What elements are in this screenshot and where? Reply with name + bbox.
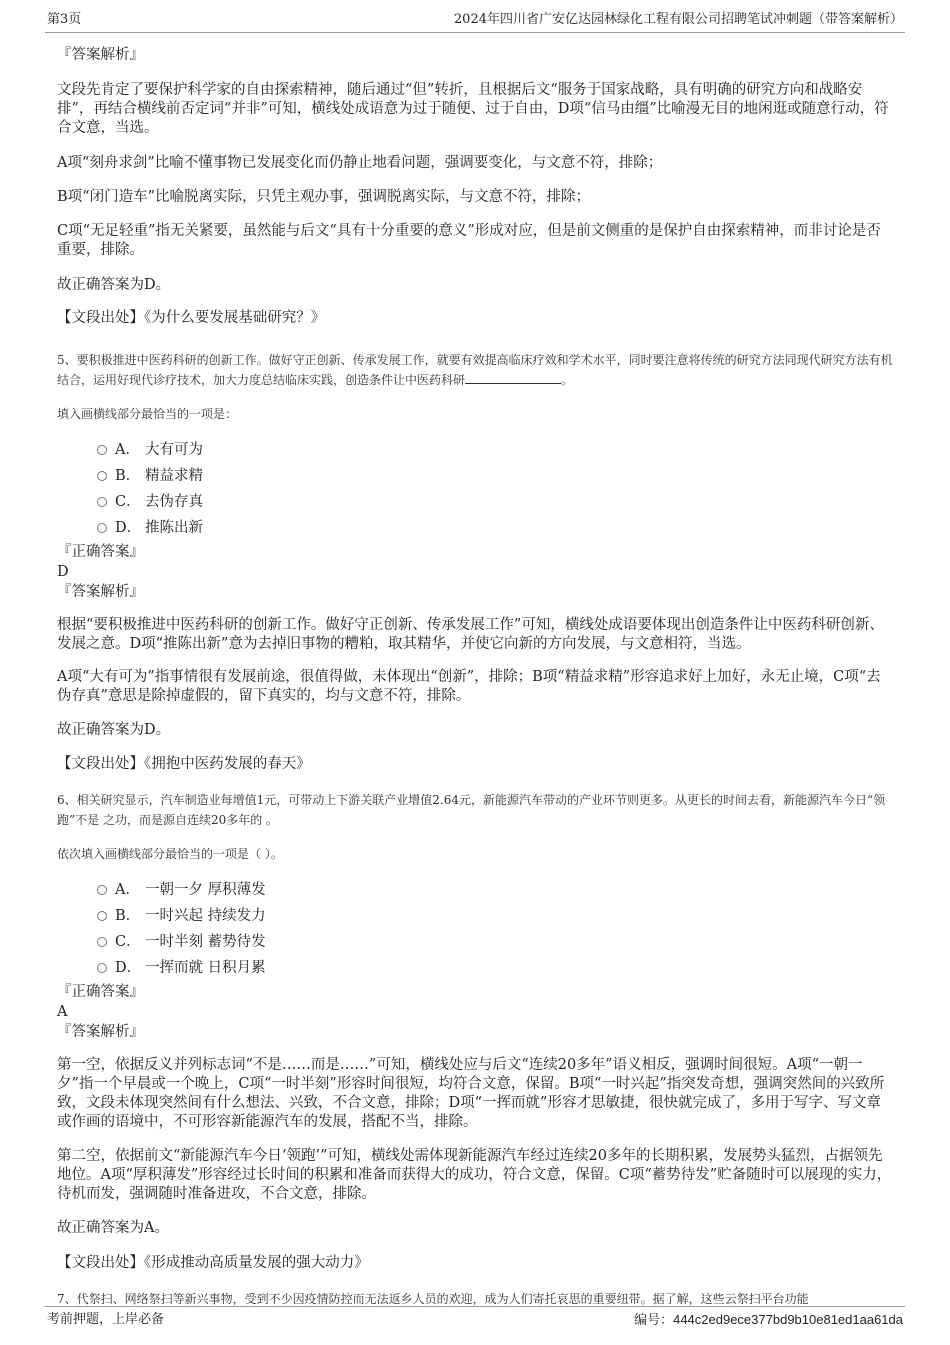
document-code-value: 444c2ed9ece377bd9b10e81ed1aa61da (673, 1312, 903, 1327)
q6-option-c[interactable]: C． 一时半刻 蓄势待发 (57, 929, 893, 955)
q6-options (57, 877, 893, 981)
radio-icon[interactable] (97, 497, 107, 507)
document-code (634, 1309, 903, 1332)
q6-source: 【文段出处】《形成推动高质量发展的强大动力》 (57, 1255, 369, 1271)
q6-option-d[interactable]: D． 一挥而就 日积月累 (57, 955, 893, 981)
q6-analysis-p2: 第二空，依据前文“新能源汽车今日‘领跑’”可知，横线处需体现新能源汽车经过连续20多年的长期积累，发展势头猛烈，占据领先地位。A项“厚积薄发”形容经过长时间的积累和准备而获得大的成功，符合文意，保留。C项“蓄势待发”贮备随时可以展现的实力，待机而发，强调随时准备进攻，不合文意，排除。 (57, 1148, 892, 1202)
q5-prompt: 填入画横线部分最恰当的一项是： (57, 407, 238, 421)
radio-icon[interactable] (97, 911, 107, 921)
q6-analysis-p1: 第一空，依据反义并列标志词“不是……而是……”可知，横线处应与后文“连续20多年”语义相反，强调时间很短。A项“一朝一夕”指一个早晨或一个晚上，C项“一时半刻”形容时间很短，均符合文意，保留。B项“一时兴起”指突发奇想，强调突然间的兴致所致，文段未体现突然间有什么想法、兴致，不合文意，排除；D项“一挥而就”形容才思敏捷，很快就完成了，多用于写字、写文章或作画的语境中，不可形容新能源汽车的发展，搭配不当，排除。 (57, 1057, 885, 1130)
document-code-label: 编号： (634, 1313, 674, 1328)
q5-option-b[interactable]: B． 精益求精 (57, 463, 893, 489)
radio-icon[interactable] (97, 963, 107, 973)
q5-conclusion: 故正确答案为D。 (57, 722, 171, 738)
page-header (45, 10, 905, 33)
q4-source: 【文段出处】《为什么要发展基础研究？》 (57, 310, 326, 326)
q5-analysis-label: 『答案解析』 (57, 584, 144, 600)
q6-answer: A (57, 1004, 68, 1020)
page-footer (45, 1306, 905, 1329)
q5-option-a[interactable]: A． 大有可为 (57, 437, 893, 463)
q4-analysis-p2: A项“刻舟求剑”比喻不懂事物已发展变化而仍静止地看问题，强调要变化，与文意不符，排除； (57, 155, 663, 171)
q5-analysis-p2: A项“大有可为”指事情很有发展前途，很值得做，未体现出“创新”，排除；B项“精益求精”形容追求好上加好，永无止境，C项“去伪存真”意思是除掉虚假的，留下真实的，均与文意不符，排除。 (57, 669, 881, 704)
document-title: 2024年四川省广安亿达园林绿化工程有限公司招聘笔试冲刺题（带答案解析） (453, 12, 903, 27)
radio-icon[interactable] (97, 445, 107, 455)
q4-conclusion: 故正确答案为D。 (57, 277, 171, 293)
q6-correct-label: 『正确答案』 (57, 984, 144, 1000)
q5-stem: 5、要积极推进中医药科研的创新工作。做好守正创新、传承发展工作，就要有效提高临床疗效和学术水平，同时要注意将传统的研究方法同现代研究方法有机结合，运用好现代诊疗技术，加大力度总结临床实践，创造条件让中医药科研 。 (57, 353, 893, 387)
page-number: 第3页 (47, 12, 82, 27)
q4-analysis-p3: B项“闭门造车”比喻脱离实际，只凭主观办事，强调脱离实际，与文意不符，排除； (57, 189, 590, 205)
q5-answer: D (57, 564, 69, 580)
q4-analysis-p1: 文段先肯定了要保护科学家的自由探索精神，随后通过“但”转折，且根据后文“服务于国家战略，具有明确的研究方向和战略安排”，再结合横线前否定词“并非”可知，横线处成语意为过于随便、过于自由，D项“信马由缰”比喻漫无目的地闲逛或随意行动，符合文意，当选。 (57, 82, 889, 136)
q6-option-a[interactable]: A． 一朝一夕 厚积薄发 (57, 877, 893, 903)
radio-icon[interactable] (97, 885, 107, 895)
radio-icon[interactable] (97, 523, 107, 533)
q5-source: 【文段出处】《拥抱中医药发展的春天》 (57, 756, 311, 772)
q6-conclusion: 故正确答案为A。 (57, 1220, 169, 1236)
q6-analysis-label: 『答案解析』 (57, 1024, 144, 1040)
q4-analysis-label: 『答案解析』 (57, 47, 144, 63)
q5-option-d[interactable]: D． 推陈出新 (57, 515, 893, 541)
q7-stem: 7、代祭扫、网络祭扫等新兴事物，受到不少因疫情防控而无法返乡人员的欢迎，成为人们寄托哀思的重要纽带。据了解，这些云祭扫平台功能 (57, 1292, 809, 1306)
q6-option-b[interactable]: B． 一时兴起 持续发力 (57, 903, 893, 929)
q5-options (57, 437, 893, 541)
q4-analysis-p4: C项“无足轻重”指无关紧要，虽然能与后文“具有十分重要的意义”形成对应，但是前文侧重的是保护自由探索精神，而非讨论是否重要，排除。 (57, 223, 881, 258)
q5-correct-label: 『正确答案』 (57, 544, 144, 560)
main-content (57, 44, 893, 1309)
q5-option-c[interactable]: C． 去伪存真 (57, 489, 893, 515)
radio-icon[interactable] (97, 471, 107, 481)
footer-slogan: 考前押题，上岸必备 (47, 1312, 165, 1327)
q5-blank (465, 371, 561, 384)
q6-prompt: 依次填入画横线部分最恰当的一项是（ ）。 (57, 847, 283, 861)
q6-stem: 6、相关研究显示，汽车制造业每增值1元，可带动上下游关联产业增值2.64元，新能源汽车带动的产业环节则更多。从更长的时间去看，新能源汽车今日“领跑”不是 之功，而是源自连续20多年的 。 (57, 793, 886, 827)
radio-icon[interactable] (97, 937, 107, 947)
q5-analysis-p1: 根据“要积极推进中医药科研的创新工作。做好守正创新、传承发展工作”可知，横线处成语要体现出创造条件让中医药科研创新、发展之意。D项“推陈出新”意为去掉旧事物的糟粕，取其精华，并使它向新的方向发展，与文意相符，当选。 (57, 617, 884, 652)
